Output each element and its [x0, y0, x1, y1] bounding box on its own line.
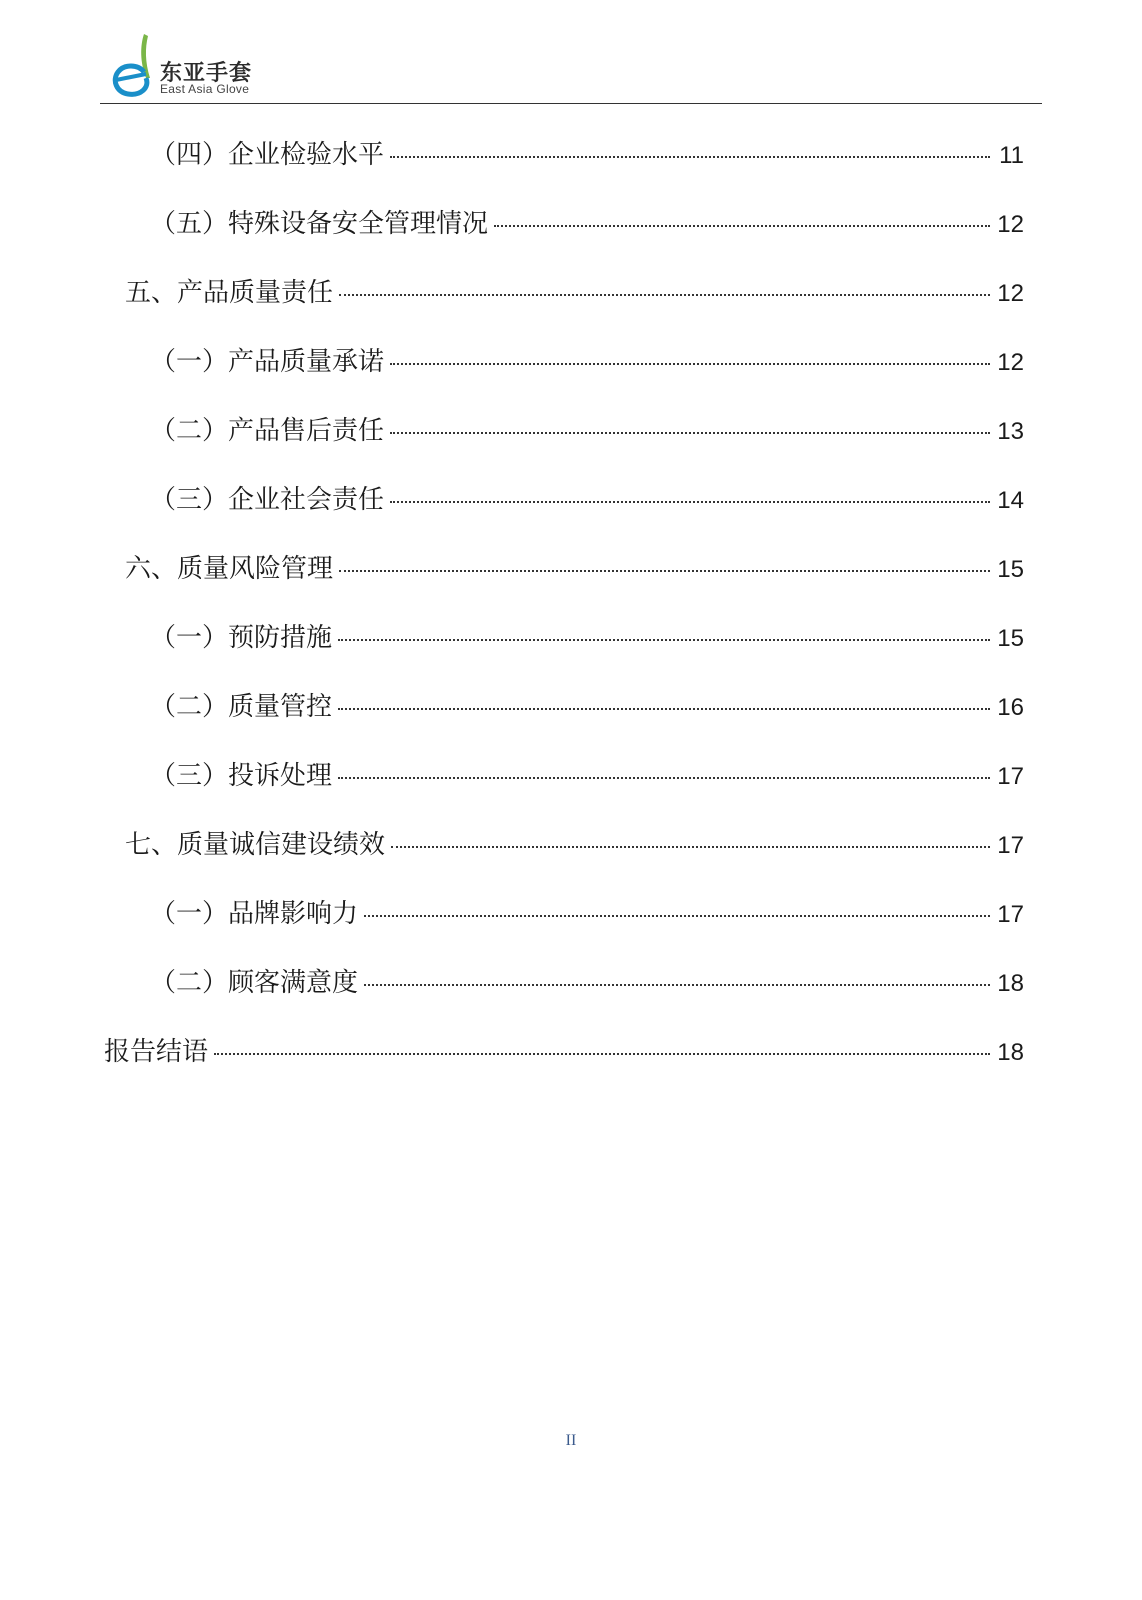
toc-entry-page: 18	[997, 1039, 1024, 1066]
header-divider	[100, 103, 1042, 104]
toc-entry[interactable]	[100, 824, 1042, 893]
toc-entry-page: 13	[997, 418, 1024, 445]
toc-entry-title: （二）产品售后责任	[150, 416, 385, 446]
logo-text-chinese: 东亚手套	[160, 61, 253, 86]
page-header	[100, 28, 1042, 104]
toc-leader-dots	[364, 915, 990, 917]
toc-entry-page: 16	[997, 694, 1024, 721]
toc-entry-title: （三）投诉处理	[150, 761, 333, 791]
toc-entry-page: 11	[999, 142, 1024, 169]
toc-entry-title: 六、质量风险管理	[125, 554, 334, 584]
toc-entry-page: 12	[997, 280, 1024, 307]
logo-text-english: East Asia Glove	[160, 82, 250, 96]
toc-entry-title: 五、产品质量责任	[125, 278, 334, 308]
toc-leader-dots	[338, 639, 990, 641]
toc-entry[interactable]	[100, 203, 1042, 272]
toc-entry-page: 14	[997, 487, 1024, 514]
toc-leader-dots	[214, 1053, 990, 1055]
toc-entry[interactable]	[100, 341, 1042, 410]
toc-leader-dots	[390, 432, 990, 434]
toc-entry[interactable]	[100, 962, 1042, 1031]
toc-entry-title: （四）企业检验水平	[150, 140, 385, 170]
toc-entry-title: （一）产品质量承诺	[150, 347, 385, 377]
toc-entry-page: 15	[997, 556, 1024, 583]
toc-entry-page: 12	[997, 349, 1024, 376]
toc-entry[interactable]	[100, 755, 1042, 824]
toc-entry-title: （二）顾客满意度	[150, 968, 359, 998]
toc-entry-page: 18	[997, 970, 1024, 997]
toc-entry[interactable]	[100, 893, 1042, 962]
toc-entry-page: 17	[997, 832, 1024, 859]
toc-entry-title: （二）质量管控	[150, 692, 333, 722]
toc-entry-title: （三）企业社会责任	[150, 485, 385, 515]
toc-leader-dots	[494, 225, 990, 227]
toc-leader-dots	[390, 363, 990, 365]
toc-entry-page: 17	[997, 763, 1024, 790]
toc-entry-title: （五）特殊设备安全管理情况	[150, 209, 489, 239]
toc-leader-dots	[339, 294, 990, 296]
toc-entry-page: 15	[997, 625, 1024, 652]
toc-entry-title: （一）预防措施	[150, 623, 333, 653]
toc-entry-title: （一）品牌影响力	[150, 899, 359, 929]
page-number: II	[565, 1432, 577, 1449]
toc-entry[interactable]	[100, 686, 1042, 755]
toc-entry[interactable]	[100, 548, 1042, 617]
toc-entry[interactable]	[100, 410, 1042, 479]
toc-leader-dots	[339, 570, 990, 572]
east-asia-glove-logo-icon	[110, 32, 160, 98]
toc-entry-title: 报告结语	[104, 1037, 209, 1067]
toc-entry-page: 17	[997, 901, 1024, 928]
toc-leader-dots	[364, 984, 990, 986]
toc-entry[interactable]	[100, 479, 1042, 548]
toc-entry[interactable]	[100, 1031, 1042, 1100]
toc-leader-dots	[390, 156, 990, 158]
toc-entry-page: 12	[997, 211, 1024, 238]
toc-entry[interactable]	[100, 617, 1042, 686]
toc-leader-dots	[338, 708, 990, 710]
table-of-contents	[100, 134, 1042, 1100]
toc-entry-title: 七、质量诚信建设绩效	[125, 830, 386, 860]
toc-entry[interactable]	[100, 134, 1042, 203]
toc-leader-dots	[390, 501, 990, 503]
toc-entry[interactable]	[100, 272, 1042, 341]
toc-leader-dots	[338, 777, 990, 779]
toc-leader-dots	[391, 846, 990, 848]
